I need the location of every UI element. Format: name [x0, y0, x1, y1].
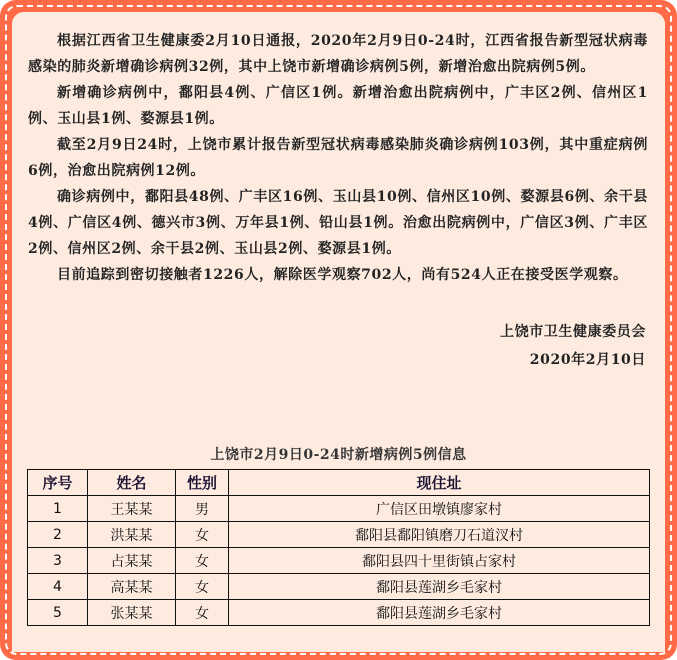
paragraph-contacts: 目前追踪到密切接触者1226人，解除医学观察702人，尚有524人正在接受医学观察。 [57, 267, 628, 283]
cell-gender: 女 [176, 600, 229, 626]
notice-body [28, 28, 648, 374]
header-address: 现住址 [229, 470, 650, 496]
header-name: 姓名 [88, 470, 176, 496]
cell-index: 4 [28, 574, 88, 600]
table-row [28, 548, 650, 574]
cell-name: 占某某 [88, 548, 176, 574]
table-row [28, 574, 650, 600]
cell-address: 广信区田墩镇廖家村 [229, 496, 650, 522]
table-header-row [28, 470, 650, 496]
header-gender: 性别 [176, 470, 229, 496]
signature-organization: 上饶市卫生健康委员会 [500, 324, 646, 340]
cell-name: 王某某 [88, 496, 176, 522]
cell-name: 洪某某 [88, 522, 176, 548]
paragraph-distribution: 确诊病例中，鄱阳县48例、广丰区16例、玉山县10例、信州区10例、婺源县6例、余干县4例、广信区4例、德兴市3例、万年县1例、铅山县1例。治愈出院病例中，广信区3例、广丰区2例、信州区2例、余干县2例、玉山县2例、婺源县1例。 [28, 189, 648, 257]
table-row [28, 522, 650, 548]
cell-gender: 男 [176, 496, 229, 522]
paragraph-new-cases: 新增确诊病例中，鄱阳县4例、广信区1例。新增治愈出院病例中，广丰区2例、信州区1例、玉山县1例、婺源县1例。 [28, 85, 648, 127]
table-row [28, 600, 650, 626]
table-row [28, 496, 650, 522]
table-title: 上饶市2月9日0-24时新增病例5例信息 [210, 447, 467, 463]
cell-address: 鄱阳县莲湖乡毛家村 [229, 574, 650, 600]
cell-index: 2 [28, 522, 88, 548]
cell-index: 1 [28, 496, 88, 522]
cell-name: 张某某 [88, 600, 176, 626]
new-cases-table [27, 469, 650, 626]
paragraph-cumulative: 截至2月9日24时，上饶市累计报告新型冠状病毒感染肺炎确诊病例103例，其中重症病例6例，治愈出院病例12例。 [28, 137, 648, 179]
cell-gender: 女 [176, 522, 229, 548]
cell-name: 高某某 [88, 574, 176, 600]
paragraph-summary: 根据江西省卫生健康委2月10日通报，2020年2月9日0-24时，江西省报告新型冠状病毒感染的肺炎新增确诊病例32例，其中上饶市新增确诊病例5例，新增治愈出院病例5例。 [28, 33, 648, 75]
cell-address: 鄱阳县鄱阳镇磨刀石道汊村 [229, 522, 650, 548]
cell-gender: 女 [176, 574, 229, 600]
cell-address: 鄱阳县四十里街镇占家村 [229, 548, 650, 574]
header-index: 序号 [28, 470, 88, 496]
cell-address: 鄱阳县莲湖乡毛家村 [229, 600, 650, 626]
cell-index: 3 [28, 548, 88, 574]
signature-date: 2020年2月10日 [529, 352, 646, 368]
cell-index: 5 [28, 600, 88, 626]
cell-gender: 女 [176, 548, 229, 574]
